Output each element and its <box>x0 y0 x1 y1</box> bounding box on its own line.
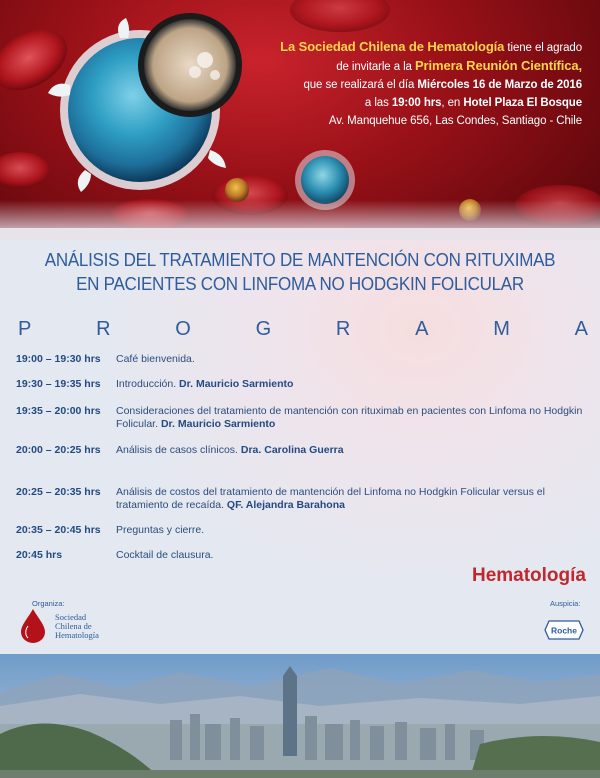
programa-letter: G <box>255 318 272 340</box>
schedule-description <box>116 549 591 562</box>
programa-letter: O <box>175 318 191 340</box>
organization-name: La Sociedad Chilena de Hematología <box>280 39 505 54</box>
programa-heading <box>18 318 588 341</box>
schedule-item <box>16 524 591 537</box>
schedule-speaker: Dr. Mauricio Sarmiento <box>179 378 294 390</box>
programa-letter: P <box>18 318 32 340</box>
society-name <box>55 613 135 640</box>
header-fade <box>0 200 600 240</box>
schedule-item <box>16 444 591 457</box>
blood-drop-logo-icon <box>18 608 48 644</box>
sponsor-name: Roche <box>551 625 577 636</box>
schedule-description <box>116 378 591 391</box>
event-venue: Hotel Plaza El Bosque <box>463 97 582 109</box>
schedule-text: Cocktail de clausura. <box>116 549 214 561</box>
talk-title <box>24 248 576 296</box>
schedule-item <box>16 549 591 562</box>
schedule-time: 19:00 – 19:30 hrs <box>16 353 101 365</box>
invitation-text <box>222 38 582 130</box>
schedule-text: Introducción. <box>116 378 180 390</box>
schedule-text: Consideraciones del tratamiento de mantención con rituximab en pacientes con Linfoma no Hodgkin Folicular. <box>116 405 583 430</box>
schedule-description <box>116 353 591 366</box>
schedule-description <box>116 405 591 431</box>
auspicia-label: Auspicia: <box>550 599 581 608</box>
programa-letter: R <box>96 318 111 340</box>
schedule-description <box>116 524 591 537</box>
schedule-item <box>16 378 591 391</box>
santiago-skyline-image <box>0 654 600 778</box>
invite-text-3: que se realizará el día <box>303 79 418 91</box>
invite-text-5: , en <box>441 97 464 109</box>
programa-letter: A <box>574 318 588 340</box>
programa-letter: M <box>493 318 510 340</box>
header-banner <box>0 0 600 228</box>
talk-title-line-1: ANÁLISIS DEL TRATAMIENTO DE MANTENCIÓN CON RITUXIMAB <box>44 249 556 270</box>
schedule-text: Análisis de casos clínicos. <box>116 444 241 456</box>
event-time: 19:00 hrs <box>391 97 442 109</box>
programa-letter: A <box>415 318 429 340</box>
schedule-time: 20:25 – 20:35 hrs <box>16 486 101 498</box>
schedule-item <box>16 486 591 512</box>
invite-line-1 <box>222 38 582 57</box>
programa-letter: R <box>335 318 351 340</box>
schedule-speaker: QF. Alejandra Barahona <box>226 499 345 511</box>
invite-text-2: de invitarle a la <box>336 61 415 73</box>
hematologia-brand: Hematología <box>471 565 586 586</box>
schedule-time: 19:35 – 20:00 hrs <box>16 405 101 417</box>
event-address: Av. Manquehue 656, Las Condes, Santiago - Chile <box>328 115 582 127</box>
society-name-line: Chilena de <box>55 621 92 631</box>
invite-line-4 <box>222 94 582 112</box>
schedule-speaker: Dra. Carolina Guerra <box>240 444 344 456</box>
schedule-text: Preguntas y cierre. <box>116 524 205 536</box>
society-name-line: Hematología <box>55 630 99 640</box>
event-name: Primera Reunión Científica, <box>414 58 582 73</box>
organiza-label: Organiza: <box>32 599 65 608</box>
schedule-time: 20:00 – 20:25 hrs <box>16 444 101 456</box>
talk-title-line-2: EN PACIENTES CON LINFOMA NO HODGKIN FOLICULAR <box>76 273 524 294</box>
schedule-item <box>16 353 591 366</box>
schedule-time: 20:45 hrs <box>16 549 63 561</box>
schedule-item <box>16 405 591 431</box>
invite-text-4: a las <box>364 97 392 109</box>
schedule-time: 19:30 – 19:35 hrs <box>16 378 101 390</box>
invite-line-2 <box>222 57 582 76</box>
schedule-time: 20:35 – 20:45 hrs <box>16 524 101 536</box>
event-date: Miércoles 16 de Marzo de 2016 <box>417 79 582 91</box>
schedule-speaker: Dr. Mauricio Sarmiento <box>160 418 276 430</box>
invite-line-3 <box>222 76 582 94</box>
schedule-description <box>116 486 591 512</box>
schedule-description <box>116 444 591 457</box>
society-name-line: Sociedad <box>55 612 87 622</box>
schedule-text: Café bienvenida. <box>116 353 195 365</box>
schedule-text: Análisis de costos del tratamiento de mantención del Linfoma no Hodgkin Folicular versus el tratamiento de recaída. <box>116 486 545 511</box>
roche-logo <box>544 620 584 640</box>
invite-text-1: tiene el agrado <box>504 42 582 54</box>
